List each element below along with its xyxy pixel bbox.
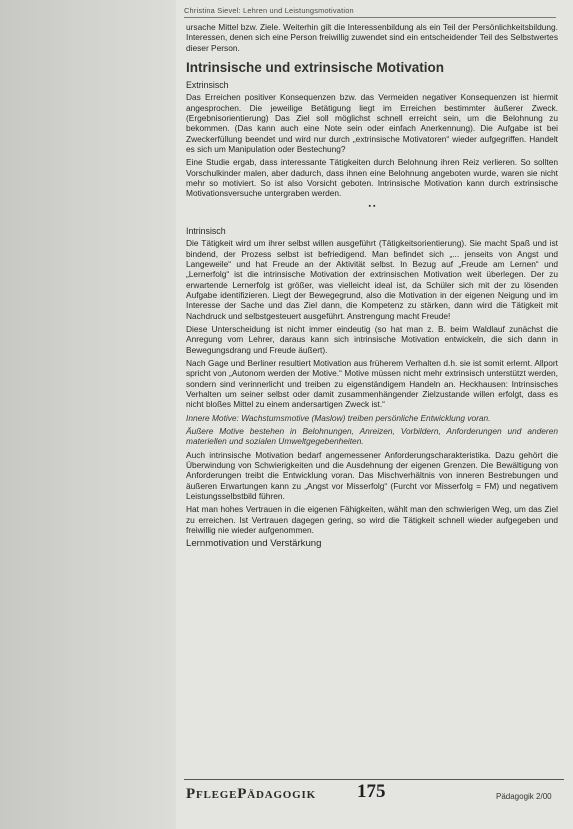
- section-heading: Intrinsische und extrinsische Motivation: [186, 60, 445, 76]
- running-head: Christina Sievel: Lehren und Leistungsmotivation: [184, 6, 354, 15]
- paragraph: Hat man hohes Vertrauen in die eigenen Fähigkeiten, wählt man den schwierigen Weg, um das Ziel zu erreichen. Ist Vertrauen dagegen gering, so wird die Tätigkeit schnell wieder aufgegeben und freiwillig nie wieder aufgenommen.: [186, 504, 558, 536]
- journal-brand: PflegePädagogik: [186, 786, 316, 802]
- subheading-extrinsic: Extrinsisch: [186, 80, 229, 91]
- paragraph: Diese Unterscheidung ist nicht immer eindeutig (so hat man z. B. beim Waldlauf zunächst die Anregung vom Lehrer, daraus kann sich intrinsische Motivation entwickeln, die sich dann in Bewegungsdrang und Freude äußert).: [186, 323, 558, 355]
- paragraph: Die Tätigkeit wird um ihrer selbst willen ausgeführt (Tätigkeitsorientierung). Sie macht Spaß und ist bindend, der Prozess selbst ist befriedigend. Man befindet sich „... jenseits von Angst und Langeweile“ und hat Freude an der Aktivität selbst. In Bezug auf „Freude am Lernen“ und „Lernerfolg“ ist die intrinsische Motivation der extrinsischen Motivation weit überlegen. Der zu erwartende Lernerfolg ist größer, was vielleicht ideal ist, da Schüler sich mit der zu lösenden Aufgabe identifizieren. Liegt der Bewegegrund, also die Motivation in der eigenen Neigung und im Interesse der Sache und das Ziel dann, die Kompetenz zu stärken, dann wird die Tätigkeit mit Nachdruck und selbstgesteuert ausgeführt. Anstrengung macht Freude!: [186, 238, 558, 321]
- paragraph: Eine Studie ergab, dass interessante Tätigkeiten durch Belohnung ihren Reiz verlieren. So sollten Vorschulkinder malen, aber dadurch, dass ihnen eine Belohnung angeboten wurde, waren sie nicht mehr so motiviert. So ist also Vorsicht geboten. Intrinsische Motivation kann durch extrinsische Motivationsversuche untergraben werden.: [186, 157, 558, 199]
- italic-note: Innere Motive: Wachstumsmotive (Maslow) treiben persönliche Entwicklung voran.: [186, 412, 491, 423]
- next-subheading: Lernmotivation und Verstärkung: [186, 538, 322, 550]
- paragraph: Das Erreichen positiver Konsequenzen bzw. das Vermeiden negativer Konsequenzen ist hiermit angesprochen. Die jeweilige Betätigung liegt im Erreichen bestimmter äußerer Zweck. (Ergebnisorientierung) Das Ziel soll möglichst schnell erreicht sein, um die Belohnung zu bekommen. (Das kann auch eine Note sein oder einfach Anerkennung). Die Aufgabe ist bei Zweckerfüllung beendet und wird nur durch „extrinsische Motivatoren“ wieder aufgegriffen. Handelt es sich um Manipulation oder Bestechung?: [186, 92, 558, 155]
- subheading-intrinsic: Intrinsisch: [186, 225, 226, 236]
- issue-label: Pädagogik 2/00: [496, 792, 552, 801]
- header-divider: [184, 17, 556, 18]
- intro-paragraph: ursache Mittel bzw. Ziele. Weiterhin gilt die Interessenbildung als ein Teil der Persönlichkeitsbildung. Interessen, denen sich eine Person freiwillig zuwendet sind ein entscheidender Teil des Selbstwertes dieser Person.: [186, 22, 558, 53]
- paragraph: Nach Gage und Berliner resultiert Motivation aus früherem Verhalten d.h. sie ist somit erlernt. Allport spricht von „Autonom werden der Motive.“ Motive müssen nicht mehr extrinsisch unterstützt werden, sondern sind verinnerlicht und treiben zu eigenständigem Handeln an. Heckhausen: Intrinsisches Verhalten um seiner selbst oder damit zusammenhängender Zielzustande willen erfolgt, dass es nicht bloßes Mittel zu einem andersartigen Zweck ist.“: [186, 357, 558, 410]
- left-scan-margin: [0, 0, 176, 829]
- paragraph: Auch intrinsische Motivation bedarf angemessener Anforderungscharakteristika. Dazu gehört die Überwindung von Schwierigkeiten und die Ausdehnung der eigenen Grenzen. Die Bewältigung von Anforderungen treibt die Entwicklung voran. Das Mischverhältnis von inneren Bestrebungen und äußeren Erwartungen kann zu „Angst vor Misserfolg“ (Furcht vor Misserfolg = FM) und negativem Leistungsselbstbild führen.: [186, 449, 558, 502]
- page-number: 175: [357, 781, 386, 802]
- footer-divider: [184, 779, 564, 780]
- italic-note: Äußere Motive bestehen in Belohnungen, Anreizen, Vorbildern, Anforderungen und anderen materiellen und sozialen Umweltgegebenheiten.: [186, 426, 558, 447]
- scan-mark: ▪ ▪: [368, 202, 376, 210]
- text-column: [186, 22, 558, 550]
